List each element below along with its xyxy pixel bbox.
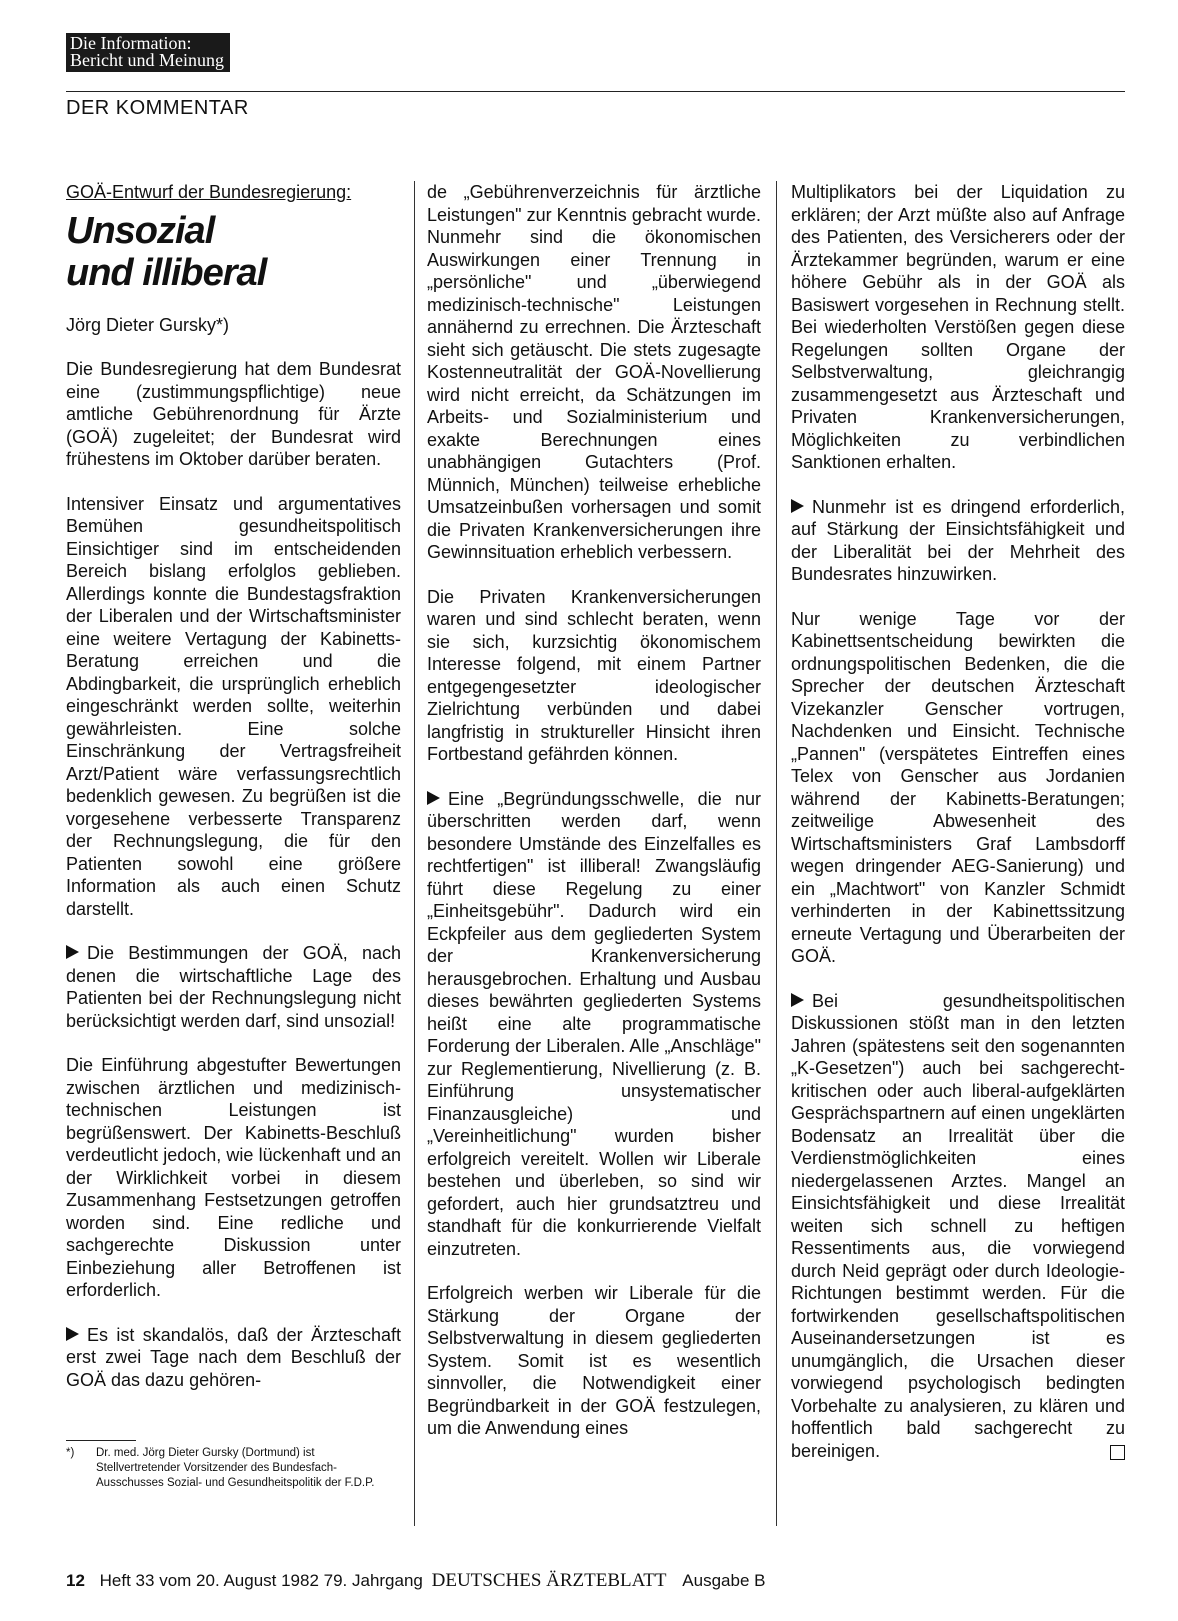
footnote-rule (66, 1440, 136, 1441)
section-badge-line2: Bericht und Meinung (70, 50, 224, 70)
paragraph: de „Gebührenverzeichnis für ärztliche Leistungen" zur Kenntnis gebracht wurde. Nunmehr sind die ökonomischen Auswirkungen einer Trennung in „persönliche" und „überwiegend medizinisch-technische" Leistungen annähernd zu errechnen. Die Ärzteschaft sieht sich getäuscht. Die stets zugesagte Kostenneutralität der GOÄ-Novellierung wird nicht erreicht, da Schätzungen im Arbeits- und Sozialministerium und exakte Berechnungen eines unabhängigen Gutachters (Prof. Münnich, München) teilweise erhebliche Umsatzeinbußen vorhersagen und somit die Privaten Krankenversicherungen ihre Gewinnsituation erheblich verbessern. (427, 182, 761, 562)
paragraph-text: Die Bestimmungen der GOÄ, nach denen die wirtschaftliche Lage des Patienten bei der Rechnungslegung nicht berücksichtigt werden darf, sind unsozial! (66, 943, 401, 1031)
section-badge (66, 33, 230, 72)
column-2 (427, 181, 761, 1462)
paragraph-text: Nunmehr ist es dringend erforderlich, auf Stärkung der Einsichtsfähigkeit und der Liberalität bei der Mehrheit des Bundesrates hinzuwirken. (791, 496, 1125, 584)
paragraph: Die Einführung abgestufter Bewertungen zwischen ärztlichen und medizinisch-technischen Leistungen ist begrüßenswert. Der Kabinetts-Beschluß verdeutlicht jedoch, wie lückenhaft und an der Wirklichkeit vorbei in diesem Zusammenhang Festsetzungen getroffen worden sind. Eine redliche und sachgerechte Diskussion unter Einbeziehung aller Betroffenen ist erforderlich. (66, 1055, 401, 1300)
paragraph: Die Bundesregierung hat dem Bundesrat eine (zustimmungspflichtige) neue amtliche Gebührenordnung für Ärzte (GOÄ) zugeleitet; der Bundesrat wird frühestens im Oktober darüber beraten. (66, 359, 401, 469)
edition-label: Ausgabe B (682, 1571, 766, 1590)
paragraph: Multiplikators bei der Liquidation zu erklären; der Arzt müßte also auf Anfrage des Patienten, des Versicherers oder der Ärztekammer begründen, warum er eine höhere Gebühr als in der GOÄ als Basiswert vorgesehen in Rechnung stellt. Bei wiederholten Verstößen gegen diese Regelungen sollten Organe der Selbstverwaltung, gleichrangig zusammengesetzt aus Ärzteschaft und Privaten Krankenversicherungen, Möglichkeiten zu verbindlichen Sanktionen erhalten. (791, 182, 1125, 472)
footnote-mark: *) (66, 1447, 75, 1459)
section-badge-line1: Die Information: (70, 33, 192, 53)
page-footer (66, 1570, 765, 1592)
page-number: 12 (66, 1571, 85, 1590)
paragraph: Erfolgreich werben wir Liberale für die Stärkung der Organe der Selbstverwaltung in diesem gegliederten System. Somit ist es wesentlich sinnvoller, die Notwendigkeit einer Begründbarkeit in der GOÄ festzulegen, um die Anwendung eines (427, 1283, 761, 1438)
paragraph-bulleted (427, 788, 761, 1261)
paragraph-bulleted (66, 942, 401, 1032)
article-author: Jörg Dieter Gursky*) (66, 314, 230, 335)
journal-name: DEUTSCHES ÄRZTEBLATT (431, 1570, 667, 1591)
column-3 (791, 181, 1125, 1484)
paragraph-text: Es ist skandalös, daß der Ärzteschaft erst zwei Tage nach dem Beschluß der GOÄ das dazu gehören- (66, 1324, 401, 1390)
column-1 (66, 181, 401, 1413)
triangle-bullet-icon (66, 1327, 79, 1341)
paragraph-bulleted (791, 496, 1125, 586)
article-kicker: GOÄ-Entwurf der Bundesregierung: (66, 182, 352, 202)
end-mark-icon (1110, 1445, 1125, 1460)
paragraph: Nur wenige Tage vor der Kabinettsentscheidung bewirkten die ordnungspolitischen Bedenken, die die Sprecher der deutschen Ärzteschaft Vizekanzler Genscher vortrugen, Nachdenken und Einsicht. Technische „Pannen" (verspätetes Eintreffen eines Telex von Genscher aus Jordanien während der Kabinetts-Beratungen; zeitweilige Abwesenheit des Wirtschaftsministers Graf Lambsdorff wegen dringender AEG-Sanierung) und ein „Machtwort" von Kanzler Schmidt verhinderten in der Kabinettssitzung erneute Vertagung und Überarbeiten der GOÄ. (791, 608, 1125, 966)
paragraph: Die Privaten Krankenversicherungen waren und sind schlecht beraten, wenn sie sich, kurzsichtig ökonomischem Interesse folgend, mit einem Partner entgegengesetzter ideologischer Zielrichtung verbünden und dabei langfristig in struktureller Hinsicht ihren Fortbestand gefährden können. (427, 586, 761, 764)
paragraph-bulleted (66, 1324, 401, 1392)
triangle-bullet-icon (791, 993, 804, 1007)
footnote (66, 1446, 401, 1491)
footnote-text: Dr. med. Jörg Dieter Gursky (Dortmund) ist Stellvertretender Vorsitzender des Bundesfach-Ausschusses Sozial- und Gesundheitspolitik der F.D.P. (96, 1447, 375, 1489)
triangle-bullet-icon (791, 499, 804, 513)
title-line-2: und illiberal (66, 251, 267, 294)
paragraph-text: Eine „Begründungsschwelle, die nur überschritten werden darf, wenn besondere Umstände des Einzelfalles es rechtfertigen" ist illiberal! Zwangsläufig führt diese Regelung zu einer „Einheitsgebühr". Dadurch wird ein Eckpfeiler aus dem gegliederten System der Krankenversicherung herausgebrochen. Erhaltung und Ausbau dieses bewährten gegliederten Systems heißt eine alte programmatische Forderung der Liberalen. Alle „Anschläge" zur Reglementierung, Nivellierung (z. B. Einführung unsystematischer Finanzausgleiche) und „Vereinheitlichung" wurden bisher erfolgreich vereitelt. Wollen wir Liberale bestehen und überleben, so sind wir gefordert, auch hier grundsatztreu und standhaft für die konkurrierende Vielfalt einzutreten. (427, 788, 761, 1259)
column-divider (776, 181, 777, 1526)
category-label: DER KOMMENTAR (66, 97, 249, 119)
paragraph-text: Bei gesundheitspolitischen Diskussionen stößt man in den letzten Jahren (spätestens seit den sogenannten „K-Gesetzen") auch bei sachgerecht-kritischen oder auch liberal-aufgeklärten Gesprächspartnern auf einen ungeklärten Bodensatz an Irrealität über die Verdienstmöglichkeiten eines niedergelassenen Arztes. Mangel an Einsichtsfähigkeit und diese Irrealität weiten sich schnell zu heftigen Ressentiments aus, die vorwiegend durch Neid geprägt oder durch Ideologie-Richtungen bestimmt werden. Für die fortwirkenden gesellschaftspolitischen Auseinandersetzungen ist es unumgänglich, die Ursachen dieser vorwiegend psychologisch bedingten Vorbehalte zu analysieren, zu klären und hoffentlich bald sachgerecht zu bereinigen. (791, 990, 1125, 1461)
paragraph-bulleted (791, 990, 1125, 1463)
column-divider (414, 181, 415, 1526)
paragraph: Intensiver Einsatz und argumentatives Bemühen gesundheitspolitisch Einsichtiger sind im entscheidenden Bereich bislang erfolglos geblieben. Allerdings konnte die Bundestagsfraktion der Liberalen und der Wirtschaftsminister eine weitere Vertagung der Kabinetts-Beratung erreichen und die Abdingbarkeit, die ursprünglich erheblich eingeschränkt werden sollte, weiterhin gewährleisten. Eine solche Einschränkung der Vertragsfreiheit Arzt/Patient wäre verfassungsrechtlich bedenklich gewesen. Zu begrüßen ist die vorgesehene verbesserte Transparenz der Rechnungslegung, die für den Patienten sowohl eine größere Information als auch einen Schutz darstellt. (66, 493, 401, 919)
article-title (66, 210, 401, 294)
issue-info: Heft 33 vom 20. August 1982 79. Jahrgang (99, 1571, 423, 1590)
title-line-1: Unsozial (66, 209, 215, 252)
triangle-bullet-icon (66, 945, 79, 959)
header-rule (66, 91, 1125, 92)
triangle-bullet-icon (427, 791, 440, 805)
